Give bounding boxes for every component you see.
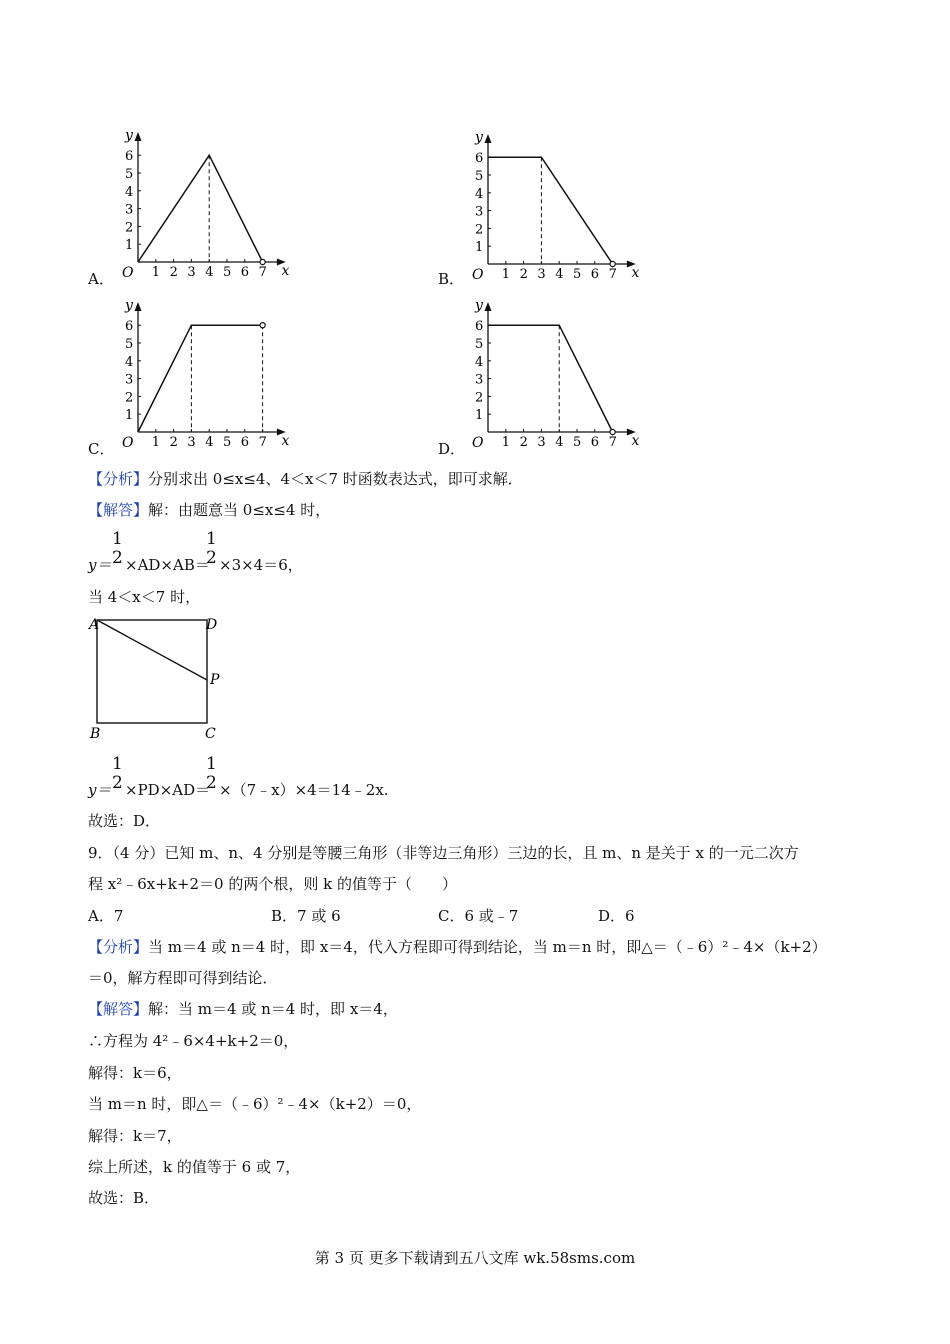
open-endpoint (260, 259, 265, 264)
x-tick-label: 5 (573, 267, 582, 280)
origin-label: O (472, 267, 484, 280)
label-b: B (90, 726, 101, 742)
y-tick-label: 2 (475, 222, 484, 238)
y-tick-label: 5 (475, 337, 484, 352)
answer-line: 故选：B． (88, 1189, 160, 1207)
y-axis-label: y (125, 300, 133, 314)
q9-analysis-line-2: ＝0，解方程即可得到结论． (88, 969, 278, 987)
x-tick-label: 4 (555, 267, 564, 280)
formula-1-end: ×3×4＝6， (219, 556, 303, 574)
y-tick-label: 4 (475, 354, 484, 370)
y-tick-label: 3 (475, 204, 484, 220)
x-tick-label: 2 (169, 265, 178, 278)
x-tick-label: 6 (240, 435, 250, 448)
origin-label: O (472, 435, 484, 448)
answer-tag: 【解答】 (88, 1000, 149, 1018)
y-axis-arrow (485, 302, 492, 311)
analysis-line-1: 当 m＝4 或 n＝4 时，即 x＝4，代入方程即可得到结论，当 m＝n 时，即△＝（﹣6）²﹣4×（k+2） (148, 938, 827, 956)
analysis-tag: 【分析】 (88, 938, 149, 956)
open-endpoint (610, 261, 615, 266)
y-tick-label: 1 (475, 240, 484, 256)
x-tick-label: 2 (519, 267, 528, 280)
y-tick-label: 3 (475, 372, 484, 388)
answer-tag: 【解答】 (88, 501, 149, 519)
formula-1-mid: ×AD×AB＝ (125, 556, 210, 574)
y-tick-label: 5 (475, 169, 484, 184)
x-tick-label: 5 (223, 265, 232, 278)
y-tick-label: 2 (125, 390, 134, 406)
x-tick-label: 3 (537, 267, 546, 280)
y-tick-label: 5 (125, 337, 134, 352)
y-tick-label: 2 (475, 390, 484, 406)
q9-option-c: C．6 或﹣7 (438, 907, 519, 925)
label-p: P (210, 672, 220, 688)
answer-line: 解：当 m＝4 或 n＝4 时，即 x＝4， (148, 1000, 398, 1018)
x-tick-label: 3 (187, 265, 196, 278)
function-line (488, 157, 613, 264)
frac-num: 1 (112, 754, 123, 774)
x-tick-label: 3 (187, 435, 196, 448)
answer-intro: 解：由题意当 0≤x≤4 时， (148, 501, 331, 519)
graph-b (462, 134, 642, 280)
rectangle-figure (86, 612, 226, 742)
function-line (138, 155, 263, 262)
y-tick-label: 1 (475, 408, 484, 424)
y-tick-label: 6 (125, 319, 134, 335)
answer-line: 综上所述，k 的值等于 6 或 7， (88, 1158, 301, 1176)
function-line (138, 325, 263, 432)
function-line (488, 325, 613, 432)
x-axis-label: x (631, 265, 640, 280)
x-tick-label: 7 (608, 435, 617, 448)
q9-option-d: D．6 (598, 907, 635, 925)
x-axis-label: x (631, 433, 640, 448)
q9-analysis (88, 937, 827, 957)
q9-stem-line-1: 9．（4 分）已知 m、n、4 分别是等腰三角形（非等边三角形）三边的长，且 m、n 是关于 x 的一元二次方 (88, 844, 799, 862)
frac-num: 1 (112, 529, 123, 549)
y-tick-label: 3 (125, 372, 134, 388)
y-tick-label: 6 (125, 149, 134, 165)
option-b-label: B． (438, 270, 465, 288)
x-axis-label: x (281, 433, 290, 448)
q8-choice: 故选：D． (88, 812, 161, 830)
x-tick-label: 6 (590, 435, 600, 448)
x-tick-label: 4 (205, 435, 214, 448)
y-axis-arrow (485, 134, 492, 143)
x-tick-label: 1 (501, 267, 511, 280)
q8-answer (88, 500, 330, 520)
formula-2-mid: ×PD×AD＝ (125, 781, 211, 799)
y-tick-label: 6 (475, 151, 484, 167)
open-endpoint (610, 429, 615, 434)
y-axis-label: y (475, 298, 483, 314)
y-axis-label: y (475, 134, 483, 146)
graph-a (112, 126, 292, 278)
y-tick-label: 4 (125, 354, 134, 370)
graph-d (462, 298, 642, 448)
formula-2-y: y＝ (88, 781, 112, 799)
x-tick-label: 5 (573, 435, 582, 448)
label-d: D (206, 617, 218, 633)
segment-ap (97, 620, 207, 680)
answer-line: 当 m＝n 时，即△＝（﹣6）²﹣4×（k+2）＝0， (88, 1095, 422, 1113)
y-tick-label: 4 (475, 186, 484, 202)
y-tick-label: 1 (125, 408, 134, 424)
y-tick-label: 3 (125, 202, 134, 218)
x-tick-label: 1 (151, 435, 161, 448)
x-tick-label: 4 (555, 435, 564, 448)
x-tick-label: 2 (519, 435, 528, 448)
answer-line: 解得：k＝7， (88, 1127, 182, 1145)
formula-1-y: y＝ (88, 556, 112, 574)
x-tick-label: 4 (205, 265, 214, 278)
analysis-tag: 【分析】 (88, 470, 149, 488)
x-tick-label: 1 (151, 265, 161, 278)
q8-when: 当 4＜x＜7 时， (88, 588, 201, 606)
x-tick-label: 2 (169, 435, 178, 448)
frac-den: 2 (206, 548, 217, 568)
option-c-label: C． (88, 440, 115, 458)
label-a: A (89, 617, 100, 633)
x-tick-label: 7 (258, 265, 267, 278)
x-tick-label: 7 (258, 435, 267, 448)
open-endpoint (260, 323, 265, 328)
q9-stem-line-2: 程 x²﹣6x+k+2＝0 的两个根，则 k 的值等于（ ） (88, 875, 457, 893)
y-tick-label: 5 (125, 167, 134, 182)
label-c: C (205, 726, 216, 742)
y-tick-label: 4 (125, 184, 134, 200)
graph-c (112, 300, 292, 448)
x-axis-label: x (281, 263, 290, 278)
y-tick-label: 1 (125, 238, 134, 254)
frac-num: 1 (206, 529, 217, 549)
y-axis-label: y (125, 127, 133, 144)
q9-option-a: A．7 (88, 907, 124, 925)
analysis-text: 分别求出 0≤x≤4、4＜x＜7 时函数表达式，即可求解． (148, 470, 523, 488)
page-footer: 第 3 页 更多下载请到五八文库 wk.58sms.com (314, 1249, 636, 1267)
y-axis-arrow (135, 302, 142, 311)
q9-answer (88, 999, 398, 1019)
x-tick-label: 7 (608, 267, 617, 280)
q8-analysis (88, 469, 523, 489)
frac-den: 2 (112, 773, 123, 793)
formula-2-end: ×（7﹣x）×4＝14﹣2x. (219, 781, 389, 799)
frac-den: 2 (112, 548, 123, 568)
frac-num: 1 (206, 754, 217, 774)
origin-label: O (122, 265, 134, 278)
x-tick-label: 6 (590, 267, 600, 280)
q9-option-b: B．7 或 6 (271, 907, 341, 925)
option-a-label: A． (88, 270, 114, 288)
x-tick-label: 6 (240, 265, 250, 278)
answer-line: ∴方程为 4²﹣6×4+k+2＝0， (88, 1032, 299, 1050)
option-d-label: D． (438, 440, 466, 458)
y-tick-label: 2 (125, 220, 134, 236)
y-axis-arrow (135, 132, 142, 141)
answer-line: 解得：k＝6， (88, 1064, 182, 1082)
origin-label: O (122, 435, 134, 448)
y-tick-label: 6 (475, 319, 484, 335)
x-tick-label: 3 (537, 435, 546, 448)
x-tick-label: 1 (501, 435, 511, 448)
frac-den: 2 (206, 773, 217, 793)
x-tick-label: 5 (223, 435, 232, 448)
